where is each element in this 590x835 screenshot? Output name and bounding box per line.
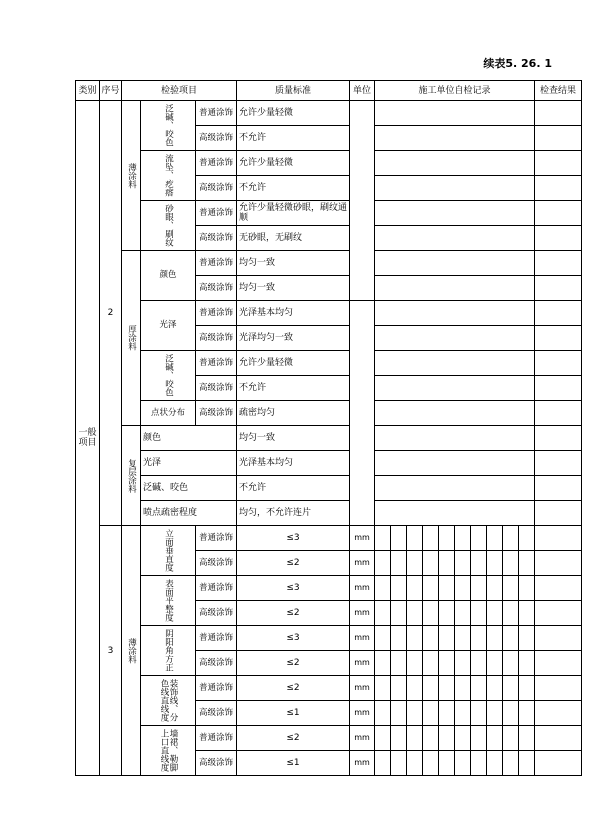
item-efflorescence: 泛碱、咬色 (141, 351, 196, 401)
standard-cell: 均匀一致 (237, 276, 350, 301)
unit-cell: mm (350, 651, 375, 676)
standard-cell: ≤3 (237, 526, 350, 551)
level-normal: 普通涂饰 (196, 351, 237, 376)
item-dots: 点状分布 (141, 401, 196, 426)
record-cell[interactable] (375, 201, 535, 226)
level-high: 高级涂饰 (196, 326, 237, 351)
standard-cell: 均匀，不允许连片 (237, 501, 350, 526)
unit-cell (350, 101, 375, 301)
record-cell[interactable] (375, 451, 535, 476)
level-normal: 普通涂饰 (196, 676, 237, 701)
result-cell[interactable] (535, 476, 582, 501)
header-items: 检验项目 (122, 81, 237, 101)
result-cell[interactable] (535, 251, 582, 276)
standard-cell: 不允许 (237, 476, 350, 501)
level-high: 高级涂饰 (196, 701, 237, 726)
level-high: 高级涂饰 (196, 651, 237, 676)
item-color: 颜色 (141, 251, 196, 301)
standard-cell: 不允许 (237, 176, 350, 201)
header-unit: 单位 (350, 81, 375, 101)
standard-cell: 光泽基本均匀 (237, 301, 350, 326)
result-cell[interactable] (535, 426, 582, 451)
standard-cell: ≤2 (237, 601, 350, 626)
result-cell[interactable] (535, 401, 582, 426)
header-seq: 序号 (100, 81, 122, 101)
header-row (76, 81, 582, 101)
unit-cell: mm (350, 626, 375, 651)
standard-cell: 疏密均匀 (237, 401, 350, 426)
result-cell[interactable] (535, 551, 582, 576)
unit-cell: mm (350, 726, 375, 751)
record-cell[interactable] (375, 251, 535, 276)
result-cell[interactable] (535, 301, 582, 326)
standard-cell: ≤3 (237, 626, 350, 651)
table-title: 续表5. 26. 1 (483, 57, 552, 70)
seq-3: 3 (100, 526, 122, 776)
standard-cell: ≤2 (237, 726, 350, 751)
level-normal: 普通涂饰 (196, 251, 237, 276)
unit-cell: mm (350, 551, 375, 576)
result-cell[interactable] (535, 751, 582, 776)
record-cell[interactable] (375, 501, 535, 526)
group-multi: 复层涂料 (122, 426, 141, 526)
level-high: 高级涂饰 (196, 276, 237, 301)
level-high: 高级涂饰 (196, 401, 237, 426)
item-sag: 流坠、疙瘩 (141, 151, 196, 201)
header-record: 施工单位自检记录 (375, 81, 535, 101)
standard-cell: 无砂眼，无刷纹 (237, 226, 350, 251)
level-normal: 普通涂饰 (196, 626, 237, 651)
record-cell[interactable] (375, 176, 535, 201)
unit-cell: mm (350, 676, 375, 701)
result-cell[interactable] (535, 676, 582, 701)
item-efflorescence: 泛碱、咬色 (141, 101, 196, 151)
item-efflorescence: 泛碱、咬色 (141, 476, 237, 501)
level-high: 高级涂饰 (196, 176, 237, 201)
level-high: 高级涂饰 (196, 551, 237, 576)
result-cell[interactable] (535, 576, 582, 601)
record-cell[interactable] (375, 101, 535, 126)
header-category: 类别 (76, 81, 100, 101)
record-cell[interactable] (375, 226, 535, 251)
group-thin: 薄涂料 (122, 101, 141, 251)
result-cell[interactable] (535, 726, 582, 751)
item-gloss: 光泽 (141, 451, 237, 476)
level-normal: 普通涂饰 (196, 726, 237, 751)
unit-cell (350, 301, 375, 526)
standard-cell: 不允许 (237, 126, 350, 151)
item-skirt: 墙裙、勒脚上口直线度 (141, 726, 196, 776)
record-cell[interactable] (375, 326, 535, 351)
result-cell[interactable] (535, 226, 582, 251)
result-cell[interactable] (535, 501, 582, 526)
record-cell[interactable] (375, 376, 535, 401)
standard-cell: ≤3 (237, 576, 350, 601)
result-cell[interactable] (535, 601, 582, 626)
seq-2: 2 (100, 101, 122, 526)
result-cell[interactable] (535, 651, 582, 676)
category-cell: 一般项目 (76, 101, 100, 776)
item-sand: 砂眼、刷纹 (141, 201, 196, 251)
item-flat: 表面平整度 (141, 576, 196, 626)
standard-cell: ≤2 (237, 676, 350, 701)
standard-cell: 均匀一致 (237, 426, 350, 451)
header-result: 检查结果 (535, 81, 582, 101)
item-corner: 阴阳角方正 (141, 626, 196, 676)
level-normal: 普通涂饰 (196, 151, 237, 176)
level-high: 高级涂饰 (196, 376, 237, 401)
record-cell[interactable] (375, 351, 535, 376)
level-normal: 普通涂饰 (196, 101, 237, 126)
record-cell[interactable] (375, 401, 535, 426)
standard-cell: 光泽均匀一致 (237, 326, 350, 351)
level-high: 高级涂饰 (196, 601, 237, 626)
standard-cell: 不允许 (237, 376, 350, 401)
result-cell[interactable] (535, 101, 582, 126)
unit-cell: mm (350, 601, 375, 626)
unit-cell: mm (350, 751, 375, 776)
header-standard: 质量标准 (237, 81, 350, 101)
level-normal: 普通涂饰 (196, 526, 237, 551)
result-cell[interactable] (535, 701, 582, 726)
unit-cell: mm (350, 701, 375, 726)
inspection-table (75, 80, 582, 776)
result-cell[interactable] (535, 451, 582, 476)
unit-cell: mm (350, 526, 375, 551)
level-normal: 普通涂饰 (196, 576, 237, 601)
result-cell[interactable] (535, 176, 582, 201)
result-cell[interactable] (535, 351, 582, 376)
standard-cell: 均匀一致 (237, 251, 350, 276)
standard-cell: ≤1 (237, 701, 350, 726)
record-cell[interactable] (375, 276, 535, 301)
record-cell[interactable] (375, 301, 535, 326)
record-cell[interactable] (375, 476, 535, 501)
standard-cell: 允许少量轻微 (237, 151, 350, 176)
level-high: 高级涂饰 (196, 226, 237, 251)
result-cell[interactable] (535, 526, 582, 551)
level-normal: 普通涂饰 (196, 201, 237, 226)
result-cell[interactable] (535, 326, 582, 351)
result-cell[interactable] (535, 151, 582, 176)
standard-cell: 允许少量轻微 (237, 101, 350, 126)
standard-cell: ≤1 (237, 751, 350, 776)
item-vertical: 立面垂直度 (141, 526, 196, 576)
item-spray: 喷点疏密程度 (141, 501, 237, 526)
level-normal: 普通涂饰 (196, 301, 237, 326)
group-thin3: 薄涂料 (122, 526, 141, 776)
unit-cell: mm (350, 576, 375, 601)
result-cell[interactable] (535, 626, 582, 651)
standard-cell: 允许少量轻微 (237, 351, 350, 376)
standard-cell: 光泽基本均匀 (237, 451, 350, 476)
standard-cell: ≤2 (237, 651, 350, 676)
item-color: 颜色 (141, 426, 237, 451)
record-cell[interactable] (375, 126, 535, 151)
standard-cell: ≤2 (237, 551, 350, 576)
item-gloss: 光泽 (141, 301, 196, 351)
standard-cell: 允许少量轻微砂眼，刷纹通顺 (237, 201, 350, 226)
level-high: 高级涂饰 (196, 751, 237, 776)
record-cell[interactable] (375, 426, 535, 451)
group-thick: 厚涂料 (122, 251, 141, 426)
record-cell[interactable] (375, 151, 535, 176)
result-cell[interactable] (535, 126, 582, 151)
result-cell[interactable] (535, 276, 582, 301)
result-cell[interactable] (535, 376, 582, 401)
result-cell[interactable] (535, 201, 582, 226)
level-high: 高级涂饰 (196, 126, 237, 151)
item-line: 装饰线、分色线直线度 (141, 676, 196, 726)
